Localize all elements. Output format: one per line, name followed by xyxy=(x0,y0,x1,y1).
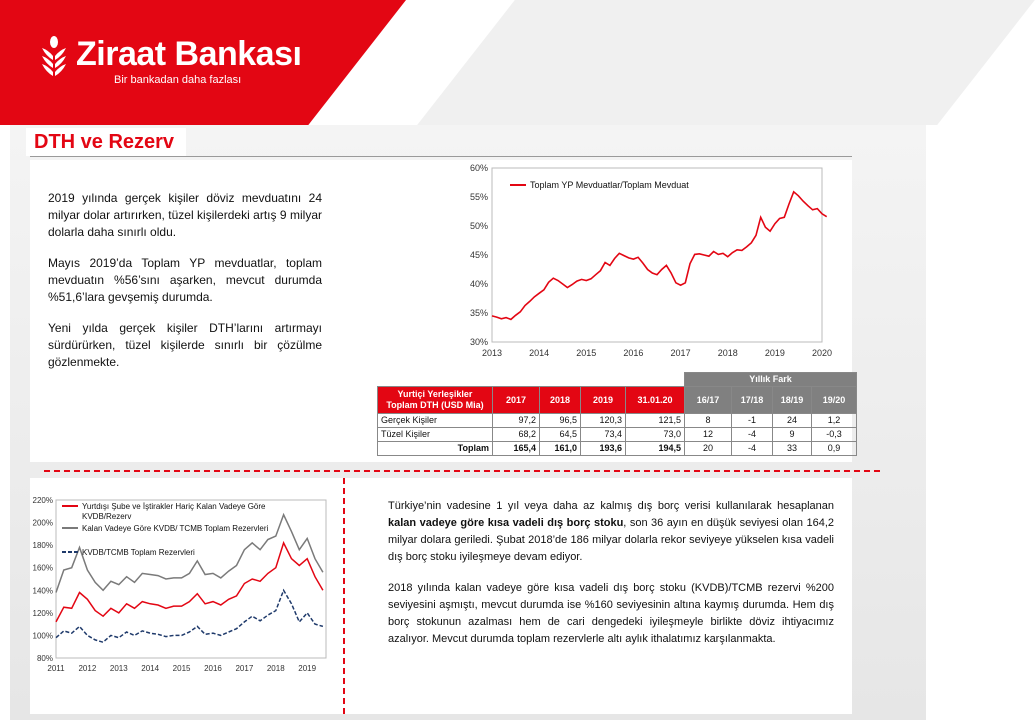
table-cell: 64,5 xyxy=(540,427,581,441)
table-corner-header xyxy=(378,386,493,413)
col-header: 18/19 xyxy=(773,386,812,413)
x-tick-label: 2019 xyxy=(764,348,785,358)
col-header: 31.01.20 xyxy=(626,386,685,413)
table-cell: -4 xyxy=(732,427,773,441)
table-cell: 8 xyxy=(685,413,732,427)
row-label: Gerçek Kişiler xyxy=(378,413,493,427)
header-grey-band xyxy=(417,0,1035,125)
x-tick-label: 2015 xyxy=(172,664,191,673)
y-tick-label: 200% xyxy=(32,518,53,528)
legend-label: Toplam YP Mevduatlar/Toplam Mevduat xyxy=(530,180,689,190)
y-tick-label: 80% xyxy=(36,654,53,663)
left-paragraph: 2019 yılında gerçek kişiler döviz mevduatını 24 milyar dolar artırırken, tüzel kişilerdeki artış 9 milyar dolarla daha sınırlı oldu. xyxy=(48,191,322,239)
legend-label-line: Yurtdışı Şube ve İştirakler Hariç Kalan Vadeye Göre xyxy=(82,502,266,511)
brand-logo xyxy=(40,36,301,86)
x-tick-label: 2017 xyxy=(235,664,254,673)
left-paragraph: Mayıs 2019’da Toplam YP mevduatlar, toplam mevduatın %56’sını aşarken, mevcut durumda %51,6’lara gevşemiş durumda. xyxy=(48,256,322,304)
y-tick-label: 140% xyxy=(32,586,53,596)
right-paragraph-2: 2018 yılında kalan vadeye göre kısa vadeli dış borç stoku (KVDB)/TCMB rezervi %200 seviyesini aşmıştı, mevcut durumda ise %160 seviyesinin altına kaymış durumda. Hem dış borç stokunun azalması hem de cari dengedeki iyileşmeyle birlikte döviz ihtiyacımız azalıyor. Mevcut durumda toplam rezervlerle altı aylık ithalatımız karşılanmakta. xyxy=(388,582,834,645)
table-cell: 193,6 xyxy=(581,441,626,455)
vertical-divider xyxy=(343,478,345,714)
table-cell: 1,2 xyxy=(812,413,857,427)
table-cell: -0,3 xyxy=(812,427,857,441)
legend-label: Kalan Vadeye Göre KVDB/ TCMB Toplam Rezervleri xyxy=(82,524,269,533)
table-cell: 33 xyxy=(773,441,812,455)
y-tick-label: 100% xyxy=(32,631,53,641)
table-cell: 20 xyxy=(685,441,732,455)
text-run: , son 36 ayın en düşük seviyesi olan 164,2 milyar dolara geriledi. Şubat 2018’de 186 milyar dolarla rekor seviyeye yükselen kısa vadeli dış borç stoku iyileşmeye devam ediyor. xyxy=(388,517,834,563)
x-tick-label: 2011 xyxy=(47,664,65,673)
corner-header-line-2: Toplam DTH (USD Mia) xyxy=(386,399,484,410)
y-tick-label: 60% xyxy=(469,163,488,173)
col-header: 2019 xyxy=(581,386,626,413)
x-tick-label: 2019 xyxy=(298,664,317,673)
brand-tagline: Bir bankadan daha fazlası xyxy=(114,74,242,86)
col-header: 2018 xyxy=(540,386,581,413)
row-label: Tüzel Kişiler xyxy=(378,427,493,441)
page-title: DTH ve Rezerv xyxy=(34,130,175,153)
y-tick-label: 30% xyxy=(469,337,488,347)
group-header-yillik-fark: Yıllık Fark xyxy=(685,373,857,387)
y-tick-label: 45% xyxy=(469,250,488,260)
x-tick-label: 2013 xyxy=(481,348,503,358)
x-tick-label: 2018 xyxy=(266,664,285,673)
title-rule xyxy=(30,156,852,157)
emphasis-text: kalan vadeye göre kısa vadeli dış borç stoku xyxy=(388,517,624,529)
table-cell: 24 xyxy=(773,413,812,427)
brand-name: Ziraat Bankası xyxy=(76,35,302,73)
text-run: Türkiye’nin vadesine 1 yıl veya daha az kalmış dış borç verisi kullanılarak hesaplanan xyxy=(388,500,834,512)
corner-header-line-1: Yurtiçi Yerleşikler xyxy=(397,388,473,399)
left-paragraph: Yeni yılda gerçek kişiler DTH’larını artırmayı sürdürürken, tüzel kişilerde sınırlı bir çözülme gözlenmekte. xyxy=(48,321,322,369)
table-cell: 96,5 xyxy=(540,413,581,427)
x-tick-label: 2014 xyxy=(529,348,550,358)
x-tick-label: 2020 xyxy=(811,348,833,358)
y-tick-label: 40% xyxy=(469,279,488,289)
table-cell: 68,2 xyxy=(493,427,540,441)
x-tick-label: 2018 xyxy=(717,348,738,358)
fx-deposit-ratio-chart xyxy=(460,160,833,365)
x-tick-label: 2014 xyxy=(141,664,160,673)
table-cell: 9 xyxy=(773,427,812,441)
col-header: 19/20 xyxy=(812,386,857,413)
y-tick-label: 180% xyxy=(32,541,53,551)
x-tick-label: 2012 xyxy=(78,664,97,673)
table-cell: 165,4 xyxy=(493,441,540,455)
table-cell: -4 xyxy=(732,441,773,455)
y-tick-label: 50% xyxy=(469,221,488,231)
table-cell: 194,5 xyxy=(626,441,685,455)
table-cell: 73,0 xyxy=(626,427,685,441)
table-row xyxy=(378,427,857,441)
table-cell: 97,2 xyxy=(493,413,540,427)
table-cell: 161,0 xyxy=(540,441,581,455)
x-tick-label: 2013 xyxy=(109,664,128,673)
legend-label-line: KVDB/Rezerv xyxy=(82,512,132,521)
x-tick-label: 2016 xyxy=(204,664,222,673)
col-header: 2017 xyxy=(493,386,540,413)
x-tick-label: 2017 xyxy=(670,348,691,358)
table-cell: 120,3 xyxy=(581,413,626,427)
table-cell: 0,9 xyxy=(812,441,857,455)
table-row-total xyxy=(378,441,857,455)
table-spacer xyxy=(378,373,685,387)
col-header: 17/18 xyxy=(732,386,773,413)
left-commentary xyxy=(48,190,322,385)
table-cell: 73,4 xyxy=(581,427,626,441)
row-label: Toplam xyxy=(378,441,493,455)
y-tick-label: 220% xyxy=(32,496,53,505)
short-term-debt-reserve-chart xyxy=(22,492,340,678)
plot-area xyxy=(492,168,822,342)
dth-table xyxy=(377,372,857,456)
table-cell: 121,5 xyxy=(626,413,685,427)
table-row xyxy=(378,413,857,427)
y-tick-label: 35% xyxy=(469,308,488,318)
x-tick-label: 2016 xyxy=(623,348,644,358)
header-banner xyxy=(0,0,926,125)
title-box xyxy=(26,128,186,156)
right-paragraph-1 xyxy=(388,498,834,566)
x-tick-label: 2015 xyxy=(576,348,597,358)
y-tick-label: 120% xyxy=(32,608,53,618)
wheat-icon xyxy=(40,36,68,76)
y-tick-label: 160% xyxy=(32,563,53,573)
table-cell: -1 xyxy=(732,413,773,427)
legend-label: KVDB/TCMB Toplam Rezervleri xyxy=(82,548,195,557)
table-cell: 12 xyxy=(685,427,732,441)
horizontal-divider xyxy=(44,470,880,472)
y-tick-label: 55% xyxy=(469,192,488,202)
col-header: 16/17 xyxy=(685,386,732,413)
right-commentary xyxy=(388,498,834,662)
